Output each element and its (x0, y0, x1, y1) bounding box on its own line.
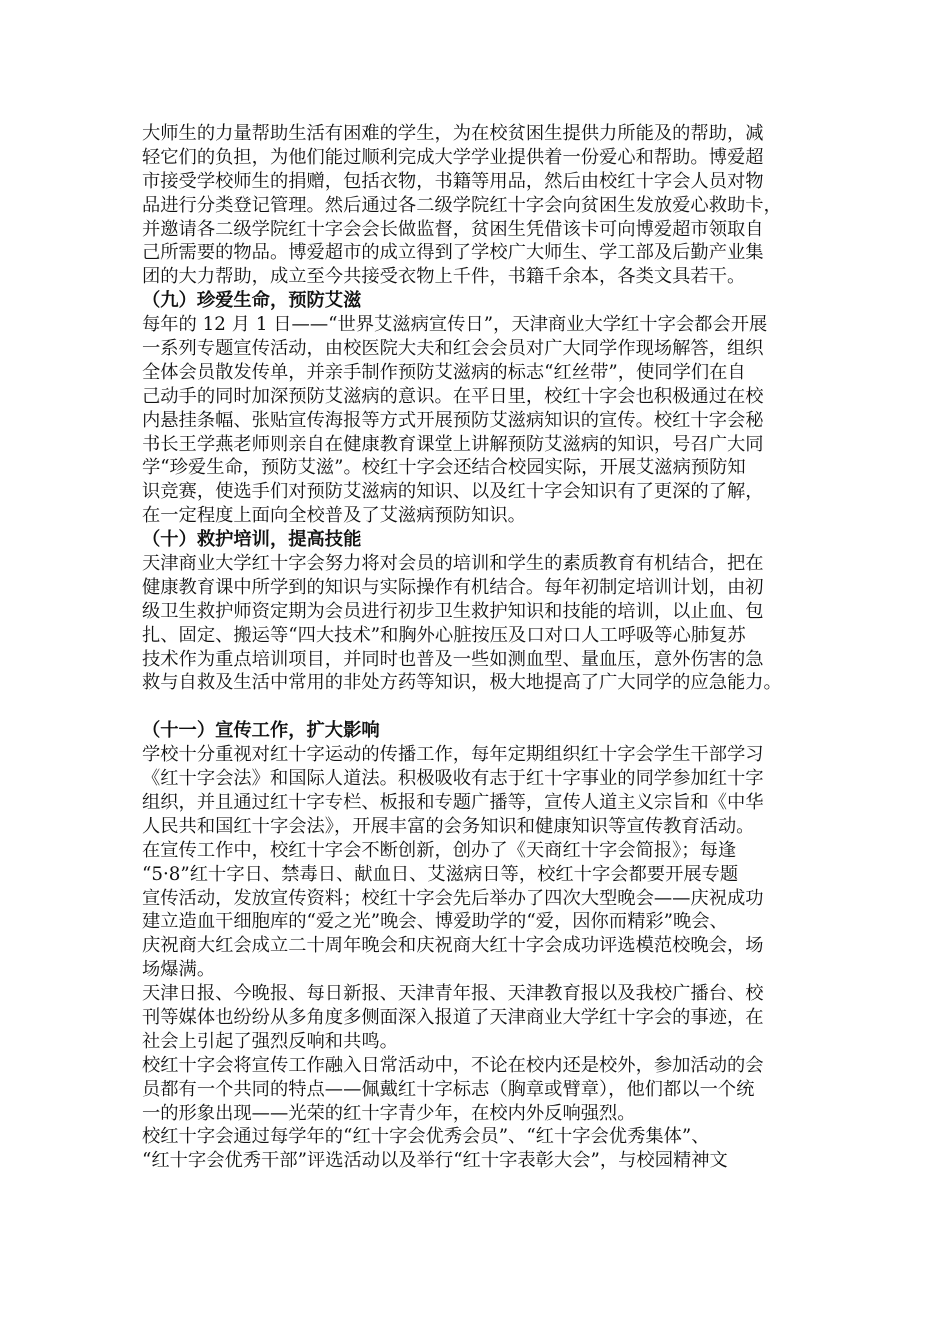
paragraph-line: 《红十字会法》和国际人道法。积极吸收有志于红十字事业的同学参加红十字 (142, 768, 764, 790)
paragraph-line: 大师生的力量帮助生活有困难的学生，为在校贫困生提供力所能及的帮助，减 (142, 123, 764, 144)
paragraph-line: 刊等媒体也纷纷从多角度多侧面深入报道了天津商业大学红十字会的事迹，在 (142, 1006, 764, 1028)
paragraph-line: “5·8”红十字日、禁毒日、献血日、艾滋病日等，校红十字会都要开展专题 (142, 863, 739, 885)
paragraph-line: 市接受学校师生的捐赠，包括衣物，书籍等用品，然后由校红十字会人员对物 (142, 170, 764, 192)
paragraph-line: 每年的 12 月 1 日——“世界艾滋病宣传日”，天津商业大学红十字会都会开展 (142, 314, 768, 336)
paragraph-line: 人民共和国红十字会法》，开展丰富的会务知识和健康知识等宣传教育活动。 (142, 815, 755, 837)
paragraph-line: 识竞赛，使选手们对预防艾滋病的知识、以及红十字会知识有了更深的了解， (142, 481, 764, 503)
paragraph-line: 己动手的同时加深预防艾滋病的意识。在平日里，校红十字会也积极通过在校 (142, 385, 764, 407)
paragraph-line: 并邀请各二级学院红十字会会长做监督，贫困生凭借该卡可向博爱超市领取自 (142, 218, 764, 240)
paragraph-line: 级卫生救护师资定期为会员进行初步卫生救护知识和技能的培训，以止血、包 (142, 600, 764, 622)
section-intro (142, 122, 814, 289)
section-10 (142, 528, 814, 695)
paragraph-line: 轻它们的负担，为他们能过顺利完成大学学业提供着一份爱心和帮助。博爱超 (142, 146, 764, 168)
paragraph-line: 庆祝商大红会成立二十周年晚会和庆祝商大红十字会成功评选模范校晚会，场 (142, 935, 764, 957)
paragraph-line: 技术作为重点培训项目，并同时也普及一些如测血型、量血压，意外伤害的急 (142, 648, 764, 670)
paragraph-line: 校红十字会通过每学年的“红十字会优秀会员”、“红十字会优秀集体”、 (142, 1126, 710, 1148)
section-11 (142, 719, 814, 1173)
paragraph-line: 学“珍爱生命，预防艾滋”。校红十字会还结合校园实际，开展艾滋病预防知 (142, 457, 746, 479)
paragraph-line: 社会上引起了强烈反响和共鸣。 (142, 1030, 398, 1052)
paragraph-line: 内悬挂条幅、张贴宣传海报等方式开展预防艾滋病知识的宣传。校红十字会秘 (142, 409, 764, 431)
paragraph-line: 校红十字会将宣传工作融入日常活动中，不论在校内还是校外，参加活动的会 (142, 1054, 764, 1076)
section-heading: （九）珍爱生命，预防艾滋 (142, 290, 362, 312)
document-page (142, 122, 814, 1173)
paragraph-line: 全体会员散发传单，并亲手制作预防艾滋病的标志“红丝带”，使同学们在自 (142, 361, 746, 383)
paragraph-line: 健康教育课中所学到的知识与实际操作有机结合。每年初制定培训计划，由初 (142, 576, 764, 598)
paragraph-line: 己所需要的物品。博爱超市的成立得到了学校广大师生、学工部及后勤产业集 (142, 242, 764, 264)
paragraph-line: 宣传活动，发放宣传资料；校红十字会先后举办了四次大型晚会——庆祝成功 (142, 887, 764, 909)
paragraph-line: 组织，并且通过红十字专栏、板报和专题广播等，宣传人道主义宗旨和《中华 (142, 791, 764, 813)
paragraph-line: 学校十分重视对红十字运动的传播工作，每年定期组织红十字会学生干部学习 (142, 744, 764, 766)
paragraph-spacer (142, 695, 814, 719)
paragraph-line: “红十字会优秀干部”评选活动以及举行“红十字表彰大会”，与校园精神文 (142, 1150, 728, 1172)
paragraph-line: 天津日报、今晚报、每日新报、天津青年报、天津教育报以及我校广播台、校 (142, 983, 764, 1005)
section-heading: （十一）宣传工作，扩大影响 (142, 720, 380, 742)
paragraph-line: 一的形象出现——光荣的红十字青少年，在校内外反响强烈。 (142, 1102, 636, 1124)
paragraph-line: 扎、固定、搬运等“四大技术”和胸外心脏按压及口对口人工呼吸等心肺复苏 (142, 624, 746, 646)
paragraph-line: 员都有一个共同的特点——佩戴红十字标志（胸章或臂章），他们都以一个统 (142, 1078, 755, 1100)
paragraph-line: 建立造血干细胞库的“爱之光”晚会、博爱助学的“爱，因你而精彩”晚会、 (142, 911, 728, 933)
paragraph-line: 救与自救及生活中常用的非处方药等知识，极大地提高了广大同学的应急能力。 (142, 672, 782, 694)
paragraph-line: 书长王学燕老师则亲自在健康教育课堂上讲解预防艾滋病的知识，号召广大同 (142, 433, 764, 455)
paragraph-line: 在宣传工作中，校红十字会不断创新，创办了《天商红十字会简报》；每逢 (142, 839, 737, 861)
section-heading: （十）救护培训，提高技能 (142, 529, 362, 551)
paragraph-line: 团的大力帮助，成立至今共接受衣物上千件，书籍千余本，各类文具若干。 (142, 266, 746, 288)
paragraph-line: 一系列专题宣传活动，由校医院大夫和红会会员对广大同学作现场解答，组织 (142, 338, 764, 360)
section-9 (142, 289, 814, 528)
paragraph-line: 场爆满。 (142, 959, 216, 981)
paragraph-line: 在一定程度上面向全校普及了艾滋病预防知识。 (142, 505, 526, 527)
paragraph-line: 天津商业大学红十字会努力将对会员的培训和学生的素质教育有机结合，把在 (142, 553, 764, 575)
paragraph-line: 品进行分类登记管理。然后通过各二级学院红十字会向贫困生发放爱心救助卡， (142, 194, 782, 216)
